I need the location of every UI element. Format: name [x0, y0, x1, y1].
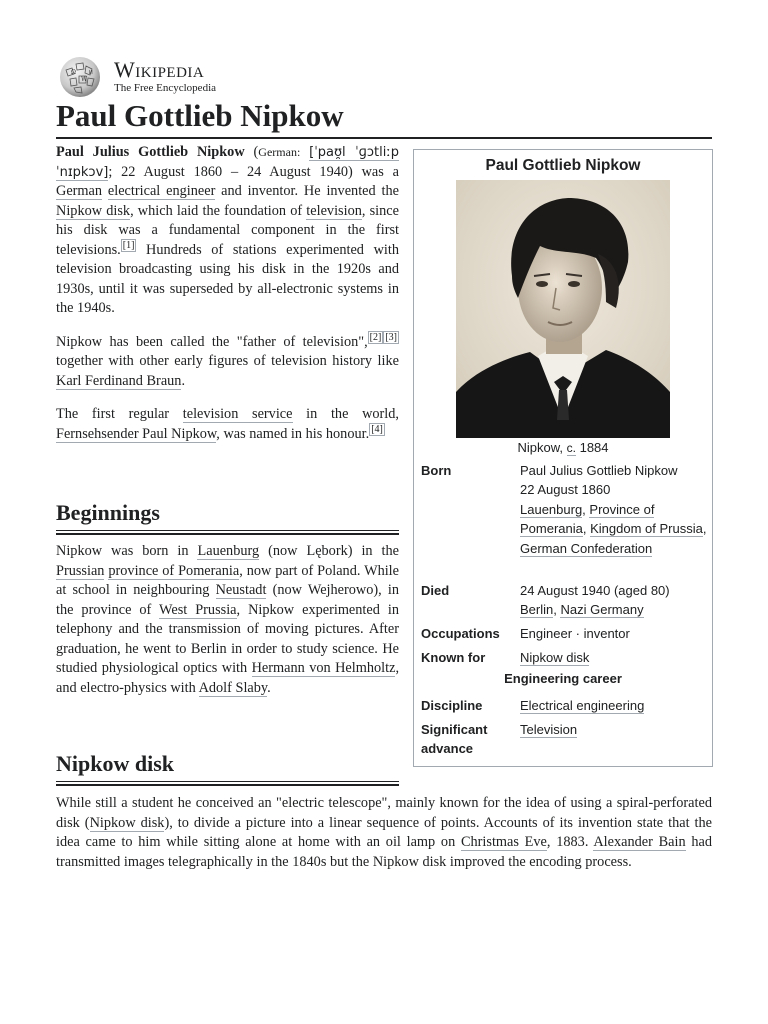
- body-text: Nipkow was born in: [56, 543, 189, 559]
- infobox-value-died: [520, 581, 707, 620]
- link-electrical-engineering[interactable]: Electrical engineering: [520, 698, 645, 713]
- link-alexander-bain[interactable]: Alexander Bain: [593, 834, 686, 850]
- lead-text: Nipkow has been called the "father of television",: [56, 333, 368, 350]
- born-name: Paul Julius Gottlieb Nipkow: [520, 463, 678, 478]
- body-text: , Nipkow experimented in telephony and the transmission of moving pictures. After graduation, he went to Berlin in order to study science. He studied physiological optics with: [56, 601, 399, 676]
- svg-text:W: W: [81, 76, 88, 83]
- lead-text: , was named in his honour.: [216, 425, 370, 442]
- body-text: (now Wejherowo), in the province of: [56, 582, 399, 618]
- link-german[interactable]: German: [56, 183, 103, 199]
- link-christmas-eve[interactable]: Christmas Eve: [460, 834, 547, 850]
- lead-text: .: [181, 372, 186, 389]
- link-west-prussia[interactable]: West Prussia: [159, 601, 237, 618]
- body-text: , and electro-physics with: [56, 660, 400, 696]
- died-place: Berlin, Nazi Germany: [520, 602, 644, 618]
- link-fernsehsender[interactable]: Fernsehsender Paul Nipkow: [56, 425, 217, 442]
- ref-1[interactable]: [1]: [122, 239, 135, 251]
- infobox-label-died: Died: [421, 583, 450, 598]
- infobox: [413, 149, 713, 767]
- born-place: Lauenburg, Province of Pomerania, Kingdom of Prussia, German Confederation: [520, 501, 707, 556]
- circa-abbr-link[interactable]: c.: [566, 441, 576, 455]
- body-text: (now Lębork) in the: [259, 543, 400, 559]
- link-karl-ferdinand-braun[interactable]: Karl Ferdinand Braun: [56, 372, 182, 389]
- lead-text: in the world,: [292, 406, 400, 422]
- link-berlin[interactable]: Berlin: [520, 602, 554, 618]
- link-german-confederation[interactable]: German Confederation: [520, 540, 653, 556]
- lead-text: The first regular: [56, 406, 170, 422]
- link-television-infobox[interactable]: Television: [520, 722, 578, 737]
- body-text: ), to divide a picture into a linear sequence of points. Accounts of its invention state that the idea came to him while sitting alone at home with an oil lamp on: [56, 814, 713, 850]
- svg-text:Ω: Ω: [71, 69, 76, 76]
- ref-3[interactable]: [3]: [385, 331, 397, 343]
- lang-label: German:: [258, 145, 301, 159]
- link-prussian[interactable]: Prussian: [56, 562, 105, 579]
- infobox-row-discipline: [421, 696, 707, 715]
- link-hermann-von-helmholtz[interactable]: Hermann von Helmholtz: [251, 660, 396, 676]
- infobox-row-occupations: [421, 624, 707, 643]
- subject-name: Paul Julius Gottlieb Nipkow: [56, 144, 245, 160]
- link-province-of-pomerania[interactable]: province of Pomerania: [108, 562, 240, 579]
- infobox-label-occupations: Occupations: [421, 626, 500, 641]
- link-television-service[interactable]: television service: [182, 406, 293, 422]
- link-nipkow-disk-2[interactable]: Nipkow disk: [89, 814, 165, 831]
- caption-text: Nipkow,: [517, 440, 563, 455]
- site-title: Wikipedia: [114, 56, 205, 82]
- body-text: While still a student he conceived an "electric telescope", mainly known for the idea of using a spiral-perforated disk (: [56, 795, 712, 831]
- heading-nipkow-disk: Nipkow disk: [56, 751, 399, 782]
- link-nazi-germany[interactable]: Nazi Germany: [560, 602, 644, 618]
- lead-dates: ; 22 August 1860 – 24 August 1940) was a: [108, 163, 399, 180]
- body-text: , 1883.: [546, 834, 589, 850]
- svg-text:И: И: [89, 70, 93, 76]
- link-lauenburg[interactable]: Lauenburg: [197, 543, 260, 559]
- infobox-value-discipline: [520, 696, 707, 715]
- page-title: Paul Gottlieb Nipkow: [56, 98, 712, 139]
- link-neustadt[interactable]: Neustadt: [215, 582, 267, 598]
- lead-text: Hundreds of stations experimented with television broadcasting using his disk in the 1920s and 1930s, until it was superseded by all-electronic systems in the 1940s.: [56, 241, 399, 316]
- portrait-photo[interactable]: [456, 180, 670, 438]
- lead-text: together with other early figures of television history like: [56, 353, 399, 369]
- infobox-label-significant-advance: Significant advance: [421, 722, 488, 757]
- body-text: .: [267, 679, 271, 696]
- infobox-value-significant-advance: [520, 720, 707, 759]
- infobox-label-known-for: Known for: [421, 650, 486, 665]
- link-province-of-pomerania-infobox[interactable]: Province of Pomerania: [520, 501, 655, 537]
- infobox-value-known-for: [520, 648, 707, 667]
- lead-paragraph-1: Paul Julius Gottlieb Nipkow (German: [ˈpaʊ̯l ˈɡɔtliːp ˈnɪpkɔv]; 22 August 1860 – 24 August 1940) was a German electrical engineer and inventor. He invented the Nipkow disk, which laid the foundation of television, since his disk was a fundamental component in the first televisions. [1] Hundreds of stations experimented with television broadcasting using his disk in the 1920s and 1930s, until it was superseded by all-electronic systems in the 1940s.: [56, 144, 400, 316]
- body-text: , now part of Poland. While at school in neighbouring: [56, 562, 400, 598]
- infobox-label-born: Born: [421, 463, 452, 478]
- link-nipkow-disk[interactable]: Nipkow disk: [56, 202, 131, 219]
- body-text: had transmitted images telegraphically in the 1840s but the Nipkow disk improved the encoding process.: [56, 834, 713, 870]
- link-electrical-engineer[interactable]: electrical engineer: [107, 183, 216, 199]
- caption-year: 1884: [579, 440, 609, 455]
- born-date: 22 August 1860: [520, 482, 611, 498]
- infobox-section-engineering-career: Engineering career: [504, 671, 622, 686]
- infobox-value-born: [520, 461, 707, 558]
- infobox-value-occupations: Engineer · inventor: [520, 626, 630, 641]
- link-kingdom-of-prussia[interactable]: Kingdom of Prussia: [590, 521, 703, 537]
- infobox-row-died: [421, 581, 707, 620]
- link-adolf-slaby[interactable]: Adolf Slaby: [198, 679, 268, 696]
- died-date: 24 August 1940 (aged 80): [520, 583, 670, 598]
- infobox-row-born: [421, 461, 707, 558]
- portrait-caption: [414, 440, 712, 455]
- ref-4[interactable]: [4]: [371, 423, 383, 435]
- lead-text: , which laid the foundation of: [130, 202, 303, 219]
- ref-2[interactable]: [2]: [369, 331, 382, 343]
- ipa-pronunciation-link[interactable]: [ˈpaʊ̯l ˈɡɔtliːp ˈnɪpkɔv]: [56, 145, 400, 180]
- link-lauenburg-infobox[interactable]: Lauenburg: [520, 501, 583, 517]
- section-beginnings: [56, 542, 399, 712]
- infobox-label-discipline: Discipline: [421, 698, 483, 713]
- lead-text: and inventor. He invented the: [221, 183, 399, 199]
- site-subtitle: The Free Encyclopedia: [114, 81, 217, 94]
- section-nipkow-disk: [56, 794, 712, 872]
- heading-beginnings: Beginnings: [56, 500, 399, 531]
- lead-paragraph-2: [56, 333, 399, 392]
- lead-section: [56, 143, 399, 458]
- wikipedia-wordmark: [114, 56, 217, 94]
- infobox-title: Paul Gottlieb Nipkow: [485, 157, 641, 174]
- link-television[interactable]: television: [306, 202, 362, 219]
- wikipedia-globe-icon: [56, 54, 104, 98]
- link-nipkow-disk-infobox[interactable]: Nipkow disk: [520, 650, 590, 665]
- infobox-row-known-for: [421, 648, 707, 667]
- lead-paragraph-3: [56, 405, 399, 444]
- infobox-row-significant-advance: [421, 720, 707, 759]
- site-header[interactable]: [56, 54, 216, 98]
- lead-text: , since his disk was a fundamental component in the first televisions.: [56, 202, 399, 258]
- beginnings-paragraph: [56, 542, 399, 698]
